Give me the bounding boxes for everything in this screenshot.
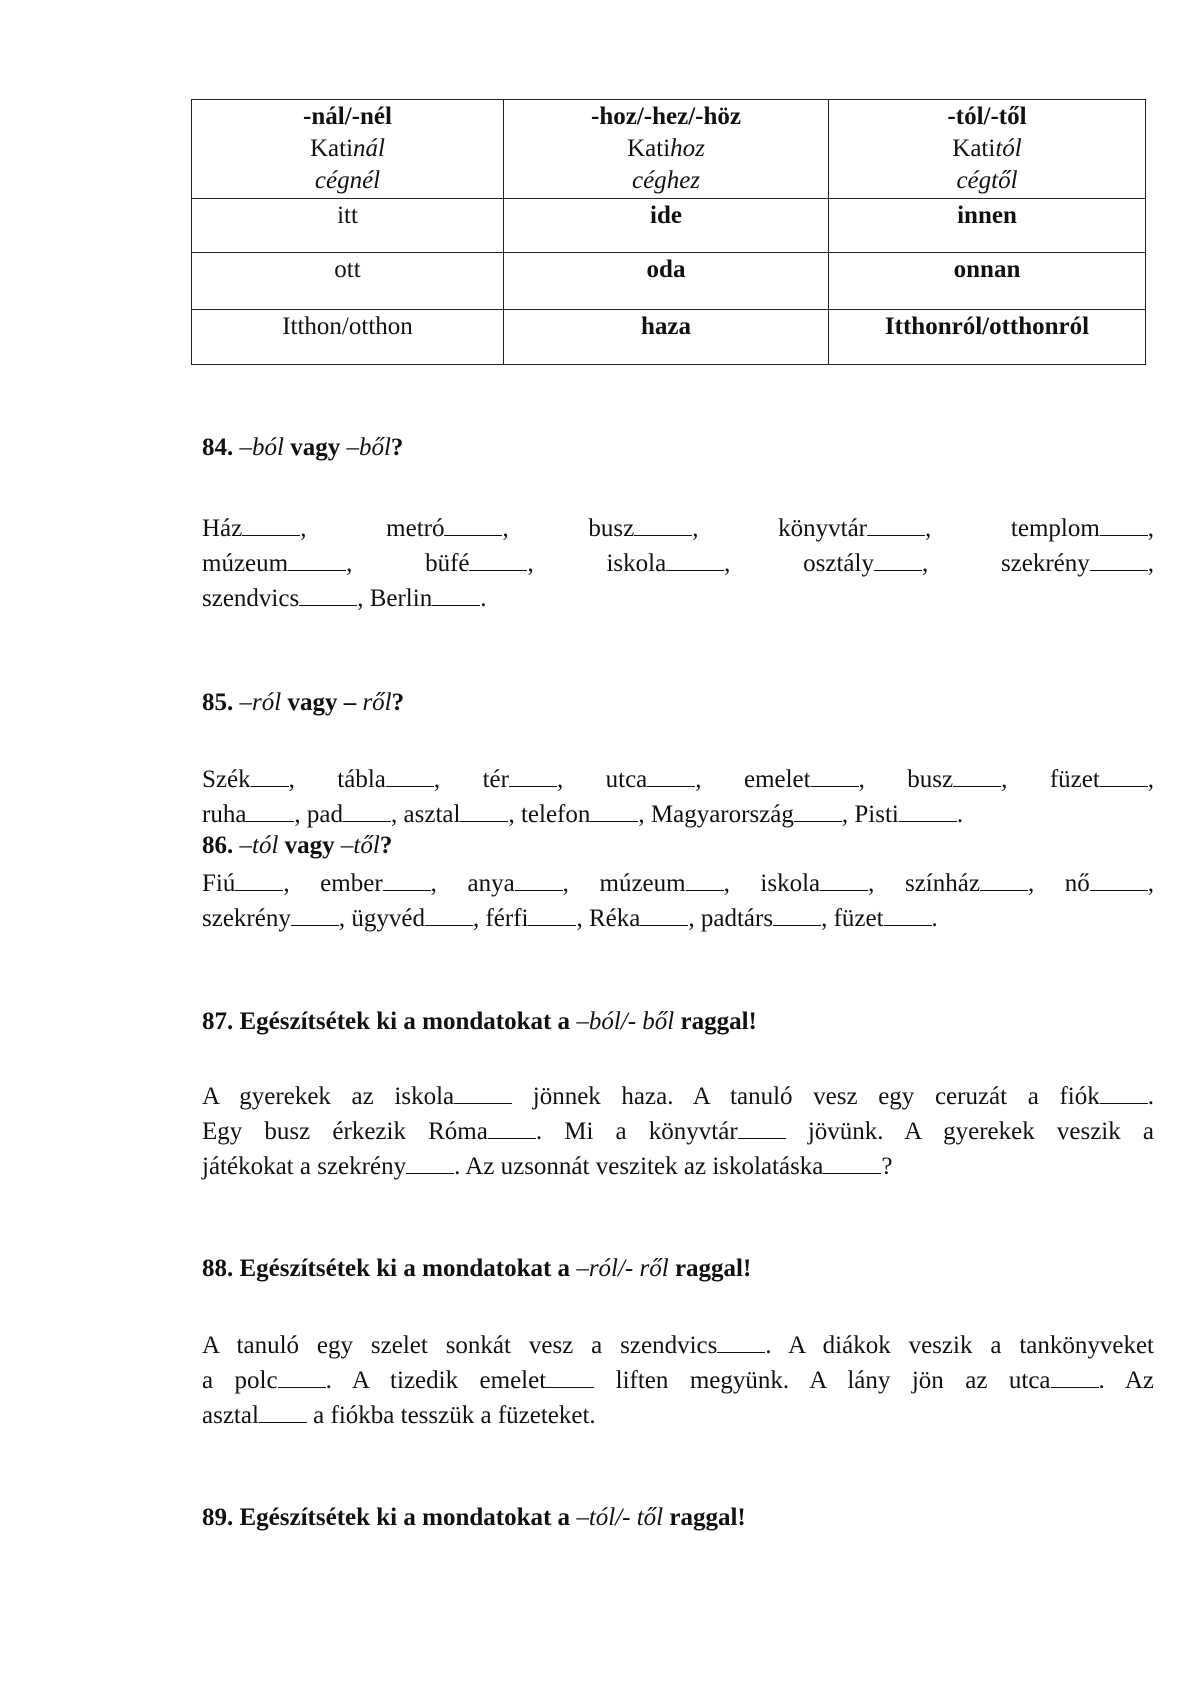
cell-text: haza xyxy=(641,313,691,340)
heading-text: –tól xyxy=(239,832,279,859)
heading-text: ? xyxy=(379,832,393,859)
fill-in-blank[interactable] xyxy=(884,903,932,926)
fill-in-blank[interactable] xyxy=(794,799,842,822)
exercise-84-text xyxy=(202,511,1154,616)
text-fragment: , Pisti xyxy=(841,801,899,828)
exercise-85-heading xyxy=(202,688,404,718)
text-fragment: templom xyxy=(1010,515,1100,542)
fill-in-blank[interactable] xyxy=(899,799,957,822)
text-fragment: füzet xyxy=(1049,766,1100,793)
cell-text: Itthon/otthon xyxy=(282,313,413,340)
text-fragment: szekrény xyxy=(202,905,291,932)
fill-in-blank[interactable] xyxy=(469,548,527,571)
fill-in-blank[interactable] xyxy=(738,1116,786,1139)
cell-line xyxy=(508,101,824,133)
heading-text: raggal! xyxy=(663,1504,746,1531)
fill-in-blank[interactable] xyxy=(647,764,695,787)
exercise-85-text xyxy=(202,762,1154,832)
text-fragment: . xyxy=(1147,1083,1154,1110)
cell-text: hez xyxy=(666,167,701,194)
text-fragment: , xyxy=(695,766,702,793)
cell-text: től xyxy=(991,167,1018,194)
cell-line xyxy=(833,254,1141,286)
cell-text: onnan xyxy=(953,256,1021,283)
text-fragment: , férfi xyxy=(472,905,529,932)
text-line xyxy=(202,546,1154,581)
cell-line xyxy=(196,254,499,286)
cell-text: -nál/-nél xyxy=(303,103,392,130)
fill-in-blank[interactable] xyxy=(343,799,391,822)
text-line xyxy=(202,581,1154,616)
text-fragment: , Réka xyxy=(576,905,641,932)
text-fragment: ? xyxy=(881,1153,893,1180)
table-row xyxy=(192,100,1146,199)
heading-text: raggal! xyxy=(668,1255,752,1282)
cell-text: ide xyxy=(650,202,682,229)
fill-in-blank[interactable] xyxy=(820,868,868,891)
fill-in-blank[interactable] xyxy=(1051,1365,1099,1388)
text-fragment: . xyxy=(480,585,487,612)
text-fragment: asztal xyxy=(202,1402,259,1429)
text-line xyxy=(202,1114,1154,1149)
heading-text: ről xyxy=(362,689,392,716)
fill-in-blank[interactable] xyxy=(1100,513,1148,536)
text-fragment: , iskola xyxy=(723,870,821,897)
text-fragment: , xyxy=(1147,870,1155,897)
text-fragment: tér xyxy=(482,766,509,793)
fill-in-blank[interactable] xyxy=(509,764,557,787)
fill-in-blank[interactable] xyxy=(811,764,859,787)
text-fragment: Fiú xyxy=(202,870,236,897)
text-fragment: . A diákok veszik a tankönyveket xyxy=(765,1332,1154,1359)
cell-line xyxy=(196,311,499,343)
fill-in-blank[interactable] xyxy=(251,764,289,787)
text-fragment: , ügyvéd xyxy=(338,905,425,932)
cell-text: oda xyxy=(646,256,686,283)
cell-text: cég xyxy=(956,167,992,194)
text-line xyxy=(202,1398,1154,1433)
text-line xyxy=(202,1149,1154,1184)
text-fragment: emelet xyxy=(743,766,811,793)
heading-text: ? xyxy=(391,689,405,716)
table-cell xyxy=(192,100,504,199)
text-fragment: osztály xyxy=(803,550,874,577)
heading-text: 89. Egészítsétek ki a mondatokat a xyxy=(202,1504,577,1531)
text-fragment: . Az xyxy=(1098,1367,1155,1394)
heading-text: vagy xyxy=(278,832,341,859)
text-fragment: , xyxy=(502,515,509,542)
heading-text: –ról/- ről xyxy=(576,1255,669,1282)
fill-in-blank[interactable] xyxy=(383,868,431,891)
heading-text: –ből xyxy=(346,434,391,461)
fill-in-blank[interactable] xyxy=(278,1365,326,1388)
text-fragment: , nő xyxy=(1027,870,1090,897)
fill-in-blank[interactable] xyxy=(634,513,692,536)
fill-in-blank[interactable] xyxy=(980,868,1028,891)
cell-line xyxy=(508,311,824,343)
text-fragment: könyvtár xyxy=(778,515,867,542)
heading-text: 85. xyxy=(202,689,240,716)
fill-in-blank[interactable] xyxy=(686,868,724,891)
text-fragment: , füzet xyxy=(821,905,884,932)
text-fragment: . xyxy=(956,801,964,828)
table-row xyxy=(192,253,1146,310)
heading-text: –tól/- től xyxy=(576,1504,664,1531)
text-fragment: játékokat a szekrény xyxy=(202,1153,407,1180)
text-fragment: , xyxy=(1147,766,1155,793)
text-line xyxy=(202,797,1154,832)
fill-in-blank[interactable] xyxy=(528,903,576,926)
heading-text: –ból xyxy=(239,434,284,461)
text-fragment: büfé xyxy=(425,550,470,577)
text-fragment: , xyxy=(858,766,865,793)
fill-in-blank[interactable] xyxy=(288,548,346,571)
text-fragment: , anya xyxy=(430,870,515,897)
fill-in-blank[interactable] xyxy=(454,1081,512,1104)
text-fragment: . Az uzsonnát veszitek az iskolatáska xyxy=(454,1153,824,1180)
text-fragment: busz xyxy=(588,515,635,542)
text-fragment: , padtárs xyxy=(688,905,774,932)
fill-in-blank[interactable] xyxy=(515,868,563,891)
text-fragment: , Magyarország xyxy=(638,801,794,828)
exercise-87-heading xyxy=(202,1007,757,1037)
cell-line xyxy=(508,133,824,165)
fill-in-blank[interactable] xyxy=(460,799,508,822)
fill-in-blank[interactable] xyxy=(953,764,1001,787)
text-fragment: utca xyxy=(605,766,648,793)
text-fragment: , xyxy=(921,550,929,577)
cell-line xyxy=(508,165,824,197)
exercise-86-heading xyxy=(202,831,392,861)
heading-text: –ról xyxy=(239,689,282,716)
text-fragment: , pad xyxy=(294,801,344,828)
table-cell xyxy=(192,253,504,310)
exercise-86-text xyxy=(202,866,1154,936)
cell-line xyxy=(508,200,824,232)
cell-line xyxy=(833,101,1141,133)
cell-line xyxy=(196,165,499,197)
text-fragment: , xyxy=(692,515,699,542)
fill-in-blank[interactable] xyxy=(867,513,925,536)
text-fragment: iskola xyxy=(606,550,667,577)
exercise-84-heading xyxy=(202,433,403,463)
fill-in-blank[interactable] xyxy=(425,903,473,926)
text-fragment: tábla xyxy=(337,766,386,793)
text-fragment: Egy busz érkezik Róma xyxy=(202,1118,488,1145)
exercise-88-heading xyxy=(202,1254,751,1284)
cell-text: hoz xyxy=(670,135,705,162)
text-fragment: szekrény xyxy=(1000,550,1090,577)
fill-in-blank[interactable] xyxy=(590,799,638,822)
text-fragment: ruha xyxy=(202,801,247,828)
fill-in-blank[interactable] xyxy=(406,1151,454,1174)
text-fragment: Szék xyxy=(202,766,251,793)
cell-text: itt xyxy=(337,202,358,229)
heading-text: vagy xyxy=(283,434,347,461)
text-line xyxy=(202,1079,1154,1114)
fill-in-blank[interactable] xyxy=(386,764,434,787)
fill-in-blank[interactable] xyxy=(666,548,724,571)
cell-text: Kati xyxy=(952,135,996,162)
exercise-87-text xyxy=(202,1079,1154,1184)
fill-in-blank[interactable] xyxy=(1090,548,1148,571)
text-fragment: , Berlin xyxy=(357,585,433,612)
fill-in-blank[interactable] xyxy=(773,903,821,926)
cell-text: nél xyxy=(349,167,381,194)
text-fragment: Ház xyxy=(202,515,243,542)
text-line xyxy=(202,866,1154,901)
text-fragment: busz xyxy=(907,766,954,793)
cell-line xyxy=(508,254,824,286)
cell-text: cég xyxy=(314,167,350,194)
cell-line xyxy=(833,200,1141,232)
text-fragment: , asztal xyxy=(391,801,461,828)
cell-text: ott xyxy=(334,256,361,283)
text-fragment: , xyxy=(925,515,932,542)
heading-text: –ból/- ből xyxy=(576,1008,675,1035)
fill-in-blank[interactable] xyxy=(242,513,300,536)
text-fragment: , ember xyxy=(283,870,383,897)
text-fragment: . Mi a könyvtár xyxy=(535,1118,738,1145)
cell-line xyxy=(833,311,1141,343)
table-cell xyxy=(192,199,504,253)
table-cell xyxy=(192,310,504,365)
heading-text: –től xyxy=(340,832,380,859)
text-fragment: , xyxy=(300,515,307,542)
cell-text: cég xyxy=(631,167,667,194)
fill-in-blank[interactable] xyxy=(444,513,502,536)
text-fragment: , xyxy=(556,766,564,793)
text-fragment: A tanuló egy szelet sonkát vesz a szendvics xyxy=(202,1332,718,1359)
fill-in-blank[interactable] xyxy=(299,583,357,606)
table-cell xyxy=(504,310,829,365)
suffix-table xyxy=(191,99,1146,365)
text-line xyxy=(202,1328,1154,1363)
text-line xyxy=(202,762,1154,797)
fill-in-blank[interactable] xyxy=(246,799,294,822)
fill-in-blank[interactable] xyxy=(546,1365,594,1388)
cell-text: -hoz/-hez/-höz xyxy=(591,103,741,130)
fill-in-blank[interactable] xyxy=(1090,868,1148,891)
table-row xyxy=(192,310,1146,365)
cell-text: nál xyxy=(353,135,385,162)
exercise-88-text xyxy=(202,1328,1154,1433)
cell-text: tól xyxy=(995,135,1022,162)
fill-in-blank[interactable] xyxy=(432,583,480,606)
heading-text: 87. Egészítsétek ki a mondatokat a xyxy=(202,1008,577,1035)
heading-text: 86. xyxy=(202,832,240,859)
text-fragment: , xyxy=(1001,766,1008,793)
cell-text: Itthonról/otthonról xyxy=(884,313,1090,340)
heading-text: 88. Egészítsétek ki a mondatokat a xyxy=(202,1255,577,1282)
fill-in-blank[interactable] xyxy=(874,548,922,571)
text-fragment: , telefon xyxy=(508,801,591,828)
cell-text: Kati xyxy=(310,135,354,162)
table-row xyxy=(192,199,1146,253)
text-fragment: jövünk. A gyerekek veszik a xyxy=(785,1118,1154,1145)
cell-line xyxy=(833,165,1141,197)
fill-in-blank[interactable] xyxy=(291,903,339,926)
cell-line xyxy=(196,200,499,232)
text-fragment: , xyxy=(433,766,441,793)
fill-in-blank[interactable] xyxy=(823,1151,881,1174)
text-fragment: , xyxy=(1147,550,1155,577)
cell-text: innen xyxy=(957,202,1017,229)
text-line xyxy=(202,511,1154,546)
exercise-89-heading xyxy=(202,1503,746,1533)
table-cell xyxy=(504,199,829,253)
text-fragment: , színház xyxy=(868,870,980,897)
table-cell xyxy=(829,310,1146,365)
fill-in-blank[interactable] xyxy=(259,1400,307,1423)
table-cell xyxy=(829,253,1146,310)
table-cell xyxy=(504,100,829,199)
cell-line xyxy=(196,101,499,133)
cell-text: Kati xyxy=(627,135,671,162)
text-fragment: a fiókba tesszük a füzeteket. xyxy=(306,1402,596,1429)
heading-text: vagy – xyxy=(281,689,363,716)
text-fragment: , xyxy=(1147,515,1155,542)
text-line xyxy=(202,1363,1154,1398)
fill-in-blank[interactable] xyxy=(488,1116,536,1139)
table-cell xyxy=(504,253,829,310)
heading-text: raggal! xyxy=(674,1008,757,1035)
text-fragment: metró xyxy=(386,515,445,542)
cell-line xyxy=(196,133,499,165)
text-fragment: múzeum xyxy=(202,550,289,577)
text-fragment: , xyxy=(724,550,731,577)
cell-text: -tól/-től xyxy=(947,103,1027,130)
fill-in-blank[interactable] xyxy=(640,903,688,926)
text-fragment: jönnek haza. A tanuló vesz egy ceruzát a fiók xyxy=(512,1083,1100,1110)
text-fragment: . A tizedik emelet xyxy=(325,1367,547,1394)
table-cell xyxy=(829,100,1146,199)
text-fragment: szendvics xyxy=(202,585,300,612)
text-fragment: A gyerekek az iskola xyxy=(202,1083,455,1110)
text-fragment: a polc xyxy=(202,1367,278,1394)
text-fragment: , xyxy=(527,550,534,577)
text-fragment: , xyxy=(346,550,353,577)
fill-in-blank[interactable] xyxy=(1100,764,1148,787)
table-cell xyxy=(829,199,1146,253)
fill-in-blank[interactable] xyxy=(717,1330,765,1353)
heading-text: 84. xyxy=(202,434,240,461)
text-fragment: , xyxy=(288,766,295,793)
heading-text: ? xyxy=(390,434,404,461)
fill-in-blank[interactable] xyxy=(1100,1081,1148,1104)
cell-line xyxy=(833,133,1141,165)
fill-in-blank[interactable] xyxy=(235,868,283,891)
text-fragment: liften megyünk. A lány jön az utca xyxy=(594,1367,1051,1394)
text-line xyxy=(202,901,1154,936)
text-fragment: , múzeum xyxy=(562,870,686,897)
text-fragment: . xyxy=(931,905,938,932)
